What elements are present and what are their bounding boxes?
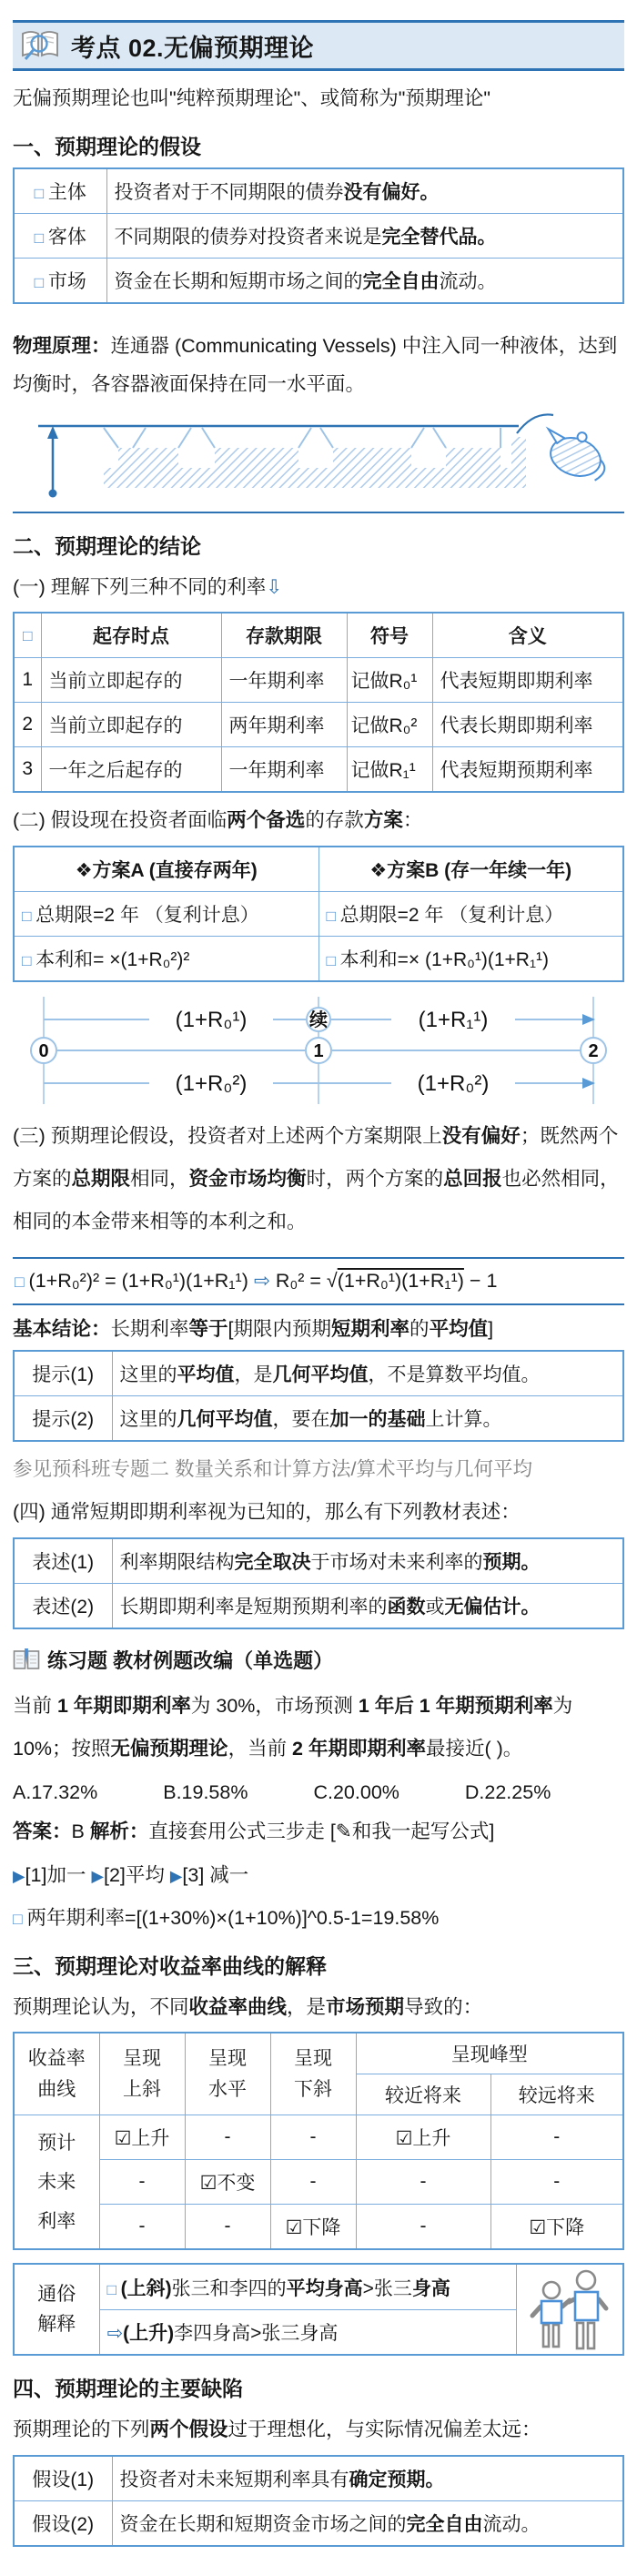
assumption-label: □ 客体	[14, 214, 106, 259]
teapot-icon	[537, 422, 613, 484]
table-row: 提示(2) 这里的几何平均值，要在加一的基础上计算。	[14, 1395, 623, 1441]
table-row: 2 当前立即起存的 两年期利率 记做R₀² 代表长期即期利率	[14, 703, 623, 747]
table-row: ⇨(上升)李四身高>张三身高	[14, 2309, 623, 2355]
exercise-heading: 练习题 教材例题改编（单选题）	[13, 1646, 624, 1674]
rates-col-meaning: 含义	[432, 613, 623, 658]
section3-heading: 三、预期理论对收益率曲线的解释	[13, 1954, 327, 1979]
rates-col-term: 存款期限	[221, 613, 347, 658]
statements-table	[13, 1537, 624, 1629]
table-row: 提示(1) 这里的平均值，是几何平均值，不是算数平均值。	[14, 1351, 623, 1396]
two-people-icon	[530, 2267, 610, 2351]
option-c: C.20.00%	[313, 1781, 399, 1804]
schemes-table	[13, 846, 624, 982]
table-row: 假设(2) 资金在长期和短期资金市场之间的完全自由流动。	[14, 2500, 623, 2546]
sub2-line: (二) 假设现在投资者面临两个备选的存款方案：	[13, 809, 423, 832]
node-label: 1	[313, 1040, 324, 1061]
assumptions-table	[13, 167, 624, 304]
yield-header-flat: 呈现 水平	[185, 2033, 270, 2115]
options-row	[13, 1781, 624, 1804]
section4-intro: 预期理论的下列两个假设过于理想化，与实际情况偏差太远：	[13, 2419, 541, 2441]
para3-text: (三) 预期理论假设，投资者对上述两个方案期限上没有偏好；既然两个方案的总期限相同，资金市场均衡时，两个方案的总回报也必然相同，相同的本金带来相等的本利之和。	[13, 1124, 620, 1233]
rate-label: (1+R₁¹)	[418, 1007, 489, 1032]
yield-header-upward: 呈现 上斜	[99, 2033, 185, 2115]
section3-intro: 预期理论认为，不同收益率曲线，是市场预期导致的：	[13, 1996, 483, 2019]
option-d: D.22.25%	[464, 1781, 551, 1804]
rates-col-symbol: 符号	[347, 613, 432, 658]
rate-label: (1+R₀²)	[175, 1070, 248, 1096]
document-page	[0, 20, 637, 2576]
section-divider	[13, 512, 624, 513]
sub1-line: (一) 理解下列三种不同的利率⇩	[13, 576, 283, 599]
assumption-text: 资金在长期和短期市场之间的完全自由流动。	[106, 259, 623, 304]
table-row: □ 总期限=2 年 （复利计息） □ 总期限=2 年 （复利计息）	[14, 891, 623, 936]
conclusion-line: 基本结论：长期利率等于[期限内预期短期利率的平均值]	[13, 1317, 494, 1340]
pour-stream	[517, 415, 553, 434]
calc-line: □ 两年期利率=[(1+30%)×(1+10%)]^0.5-1=19.58%	[13, 1906, 440, 1929]
scheme-b-header: ❖方案B (存一年续一年)	[318, 847, 623, 892]
plain-explanation-label: 通俗 解释	[14, 2264, 99, 2355]
section1-heading: 一、预期理论的假设	[13, 135, 201, 159]
rate-label: (1+R₀²)	[417, 1070, 490, 1096]
table-row: - ☑不变 - - -	[14, 2160, 623, 2205]
answer-line: 答案：B 解析：直接套用公式三步走 [✎和我一起写公式]	[13, 1820, 495, 1843]
assumption-label: □ 主体	[14, 168, 106, 214]
flaws-table	[13, 2455, 624, 2547]
table-row: 预计 未来 利率 ☑上升 - - ☑上升 -	[14, 2115, 623, 2160]
yield-row-label: 预计 未来 利率	[14, 2115, 99, 2250]
rate-label: (1+R₀¹)	[175, 1007, 248, 1032]
sub4-line: (四) 通常短期即期利率视为已知的，那么有下列教材表述：	[13, 1501, 521, 1524]
section2-heading: 二、预期理论的结论	[13, 534, 201, 559]
table-row: 3 一年之后起存的 一年期利率 记做R₁¹ 代表短期预期利率	[14, 747, 623, 793]
rates-col-start: 起存时点	[41, 613, 221, 658]
table-row: 假设(1) 投资者对未来短期利率具有确定预期。	[14, 2456, 623, 2501]
two-people-cell	[516, 2264, 623, 2355]
yield-header-near-future: 较近将来	[356, 2074, 490, 2115]
steps-line: ▶[1]加一 ▶[2]平均 ▶[3] 减一	[13, 1863, 249, 1886]
option-b: B.19.58%	[163, 1781, 248, 1804]
assumption-text: 投资者对于不同期限的债券没有偏好。	[106, 168, 623, 214]
equilibrium-formula: □ (1+R₀²)² = (1+R₀¹)(1+R₁¹) ⇨ R₀² = √(1+R₀¹)(1+R₁¹) − 1	[13, 1257, 624, 1305]
yield-header-humped: 呈现峰型	[356, 2033, 623, 2074]
intro-text: 无偏预期理论也叫"纯粹预期理论"、或简称为"预期理论"	[13, 87, 491, 109]
book-pencil-icon	[13, 1648, 40, 1672]
yield-header-far-future: 较远将来	[490, 2074, 623, 2115]
yield-curve-table	[13, 2032, 624, 2250]
table-row: - - ☑下降 - ☑下降	[14, 2205, 623, 2250]
communicating-vessels-illustration	[13, 411, 624, 502]
table-row: 通俗 解释 □ (上斜)张三和李四的平均身高>张三身高	[14, 2264, 623, 2309]
question-text: 当前 1 年期即期利率为 30%，市场预测 1 年后 1 年期预期利率为 10%；按照无偏预期理论，当前 2 年期即期利率最接近( )。	[13, 1694, 573, 1760]
assumption-text: 不同期限的债券对投资者来说是完全替代品。	[106, 214, 623, 259]
table-row: □ 本利和= ×(1+R₀²)² □ 本利和=× (1+R₀¹)(1+R₁¹)	[14, 936, 623, 981]
rates-col-bullet: □	[14, 613, 41, 658]
assumption-label: □ 市场	[14, 259, 106, 304]
timeline-diagram	[13, 997, 624, 1104]
node-label: 2	[588, 1040, 599, 1061]
topic-header-band	[13, 20, 624, 71]
tips-table	[13, 1350, 624, 1442]
reference-note: 参见预科班专题二 数量关系和计算方法/算术平均与几何平均	[13, 1457, 532, 1480]
yield-header-downward: 呈现 下斜	[270, 2033, 356, 2115]
rates-table	[13, 612, 624, 793]
yield-header-curve: 收益率 曲线	[14, 2033, 99, 2115]
book-magnifier-icon	[20, 28, 60, 63]
option-a: A.17.32%	[13, 1781, 98, 1804]
physics-principle-text: 物理原理：连通器 (Communicating Vessels) 中注入同一种液体，达到均衡时，各容器液面保持在同一水平面。	[13, 335, 618, 396]
plain-explanation-table	[13, 2263, 624, 2356]
table-row: 1 当前立即起存的 一年期利率 记做R₀¹ 代表短期即期利率	[14, 658, 623, 703]
level-arrow-icon	[47, 426, 58, 439]
page-title: 考点 02.无偏预期理论	[71, 34, 315, 62]
section4-heading: 四、预期理论的主要缺陷	[13, 2377, 243, 2401]
table-row: 表述(2) 长期即期利率是短期预期利率的函数或无偏估计。	[14, 1583, 623, 1628]
scheme-a-header: ❖方案A (直接存两年)	[14, 847, 318, 892]
node-label: 0	[38, 1040, 49, 1061]
continue-label: 续	[309, 1009, 328, 1030]
table-row: 表述(1) 利率期限结构完全取决于市场对未来利率的预期。	[14, 1538, 623, 1584]
